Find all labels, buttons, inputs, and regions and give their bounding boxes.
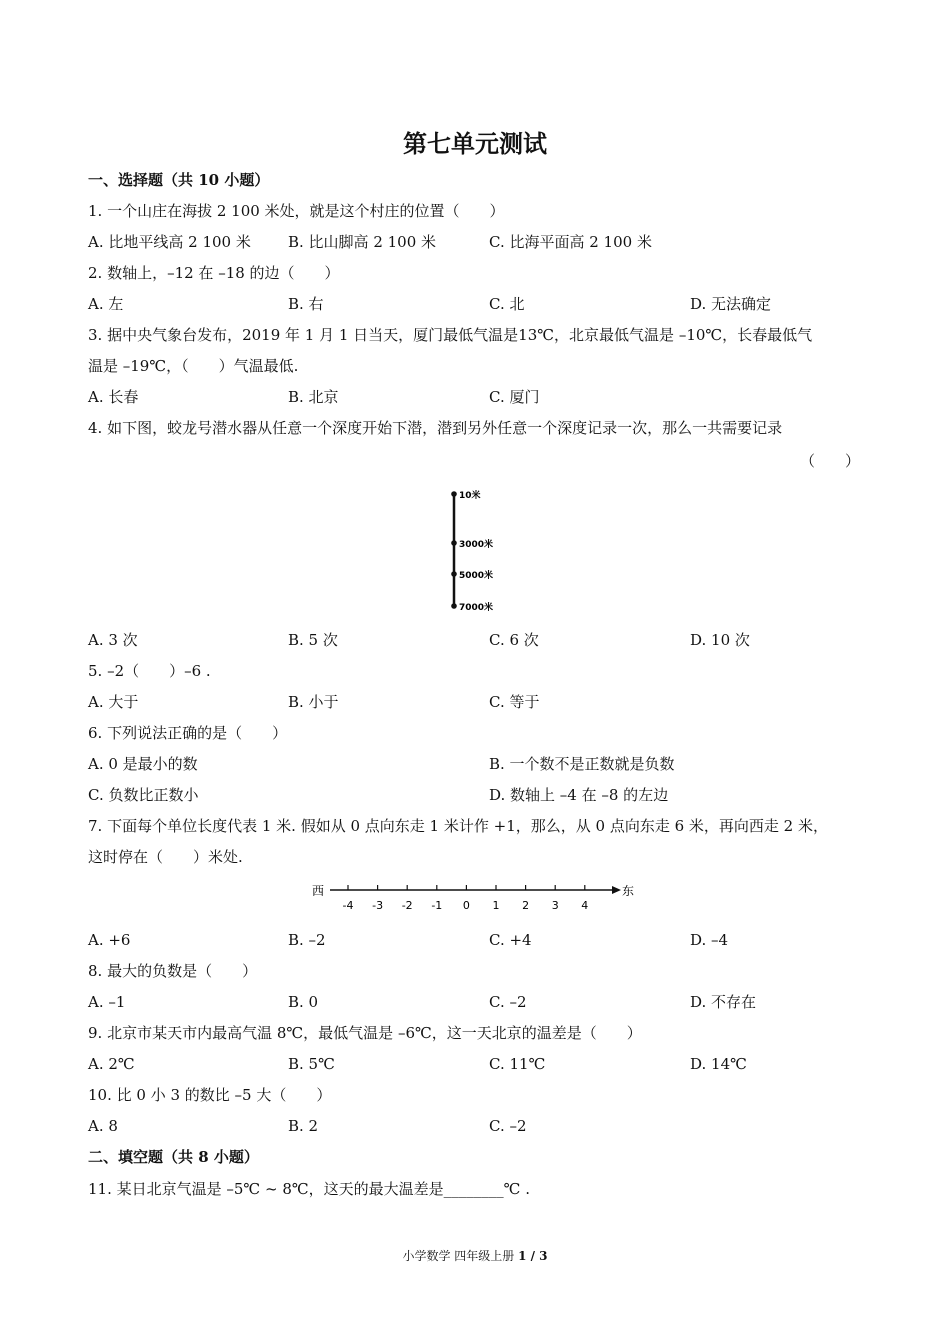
depth-marker-7000	[451, 603, 457, 609]
question-1: 1. 一个山庄在海拔 2 100 米处，就是这个村庄的位置（ ）	[88, 202, 505, 220]
depth-marker-10	[451, 491, 457, 497]
depth-diagram	[440, 485, 520, 615]
question-2: 2. 数轴上，–12 在 –18 的边（ ）	[88, 264, 340, 282]
q8-option-c: C. –2	[489, 993, 527, 1011]
east-label: 东	[622, 884, 635, 898]
question-10: 10. 比 0 小 3 的数比 –5 大（ ）	[88, 1086, 332, 1104]
q7-option-d: D. –4	[690, 931, 729, 949]
depth-marker-3000	[451, 540, 457, 546]
q4-option-d: D. 10 次	[690, 631, 750, 649]
footer-page-number: 1 / 3	[518, 1249, 548, 1263]
page-title: 第七单元测试	[403, 129, 547, 158]
question-7-line2: 这时停在（ ）米处.	[88, 848, 243, 866]
q1-option-a: A. 比地平线高 2 100 米	[88, 233, 251, 251]
q10-option-a: A. 8	[88, 1117, 118, 1135]
q7-option-b: B. –2	[288, 931, 326, 949]
depth-label-7000: 7000米	[459, 603, 494, 613]
q9-option-a: A. 2℃	[88, 1055, 135, 1073]
depth-label-10: 10米	[459, 491, 481, 501]
west-label: 西	[312, 884, 325, 898]
q2-option-b: B. 右	[288, 295, 324, 313]
q6-option-a: A. 0 是最小的数	[88, 755, 198, 773]
q8-option-d: D. 不存在	[690, 993, 757, 1011]
section-heading-choice: 一、选择题（共 10 小题）	[88, 171, 270, 189]
tick-label: 0	[462, 899, 470, 912]
q7-option-a: A. +6	[88, 931, 131, 949]
q2-option-a: A. 左	[88, 295, 124, 313]
q1-option-b: B. 比山脚高 2 100 米	[288, 233, 437, 251]
q3-option-a: A. 长春	[88, 388, 139, 406]
tick-label: -4	[342, 899, 354, 912]
section-heading-fill-blank: 二、填空题（共 8 小题）	[88, 1148, 259, 1166]
depth-label-3000: 3000米	[459, 540, 494, 550]
question-6: 6. 下列说法正确的是（ ）	[88, 724, 288, 742]
q9-option-b: B. 5℃	[288, 1055, 335, 1073]
tick-label: 1	[492, 899, 500, 912]
question-8: 8. 最大的负数是（ ）	[88, 962, 258, 980]
page-footer	[0, 1247, 950, 1264]
q10-option-c: C. –2	[489, 1117, 527, 1135]
depth-marker-5000	[451, 571, 457, 577]
q8-option-b: B. 0	[288, 993, 319, 1011]
tick-label: 2	[522, 899, 530, 912]
q5-option-b: B. 小于	[288, 693, 339, 711]
footer-subject: 小学数学 四年级上册	[402, 1249, 519, 1263]
q1-option-c: C. 比海平面高 2 100 米	[489, 233, 652, 251]
q4-option-b: B. 5 次	[288, 631, 338, 649]
q10-option-b: B. 2	[288, 1117, 319, 1135]
question-11: 11. 某日北京气温是 –5℃ ~ 8℃，这天的最大温差是________℃ .	[88, 1180, 530, 1198]
q4-option-c: C. 6 次	[489, 631, 539, 649]
q8-option-a: A. –1	[88, 993, 126, 1011]
tick-label: 4	[581, 899, 589, 912]
q5-option-a: A. 大于	[88, 693, 139, 711]
tick-label: -3	[372, 899, 384, 912]
question-7-line1: 7. 下面每个单位长度代表 1 米. 假如从 0 点向东走 1 米计作 +1，那么，从 0 点向东走 6 米，再向西走 2 米，	[88, 817, 828, 835]
q4-option-a: A. 3 次	[88, 631, 138, 649]
q6-option-b: B. 一个数不是正数就是负数	[489, 755, 675, 773]
question-4-line1: 4. 如下图，蛟龙号潜水器从任意一个深度开始下潜，潜到另外任意一个深度记录一次，那么一共需要记录	[88, 419, 783, 437]
arrow-head	[612, 886, 621, 894]
q3-option-b: B. 北京	[288, 388, 339, 406]
tick-label: -2	[401, 899, 413, 912]
question-3-line1: 3. 据中央气象台发布，2019 年 1 月 1 日当天，厦门最低气温是13℃，北京最低气温是 –10℃，长春最低气	[88, 326, 813, 344]
depth-label-5000: 5000米	[459, 571, 494, 581]
q7-option-c: C. +4	[489, 931, 532, 949]
tick-label: 3	[551, 899, 559, 912]
q2-option-d: D. 无法确定	[690, 295, 772, 313]
q6-option-c: C. 负数比正数小	[88, 786, 199, 804]
q6-option-d: D. 数轴上 –4 在 –8 的左边	[489, 786, 669, 804]
q5-option-c: C. 等于	[489, 693, 540, 711]
question-9: 9. 北京市某天市内最高气温 8℃，最低气温是 –6℃，这一天北京的温差是（ ）	[88, 1024, 642, 1042]
question-5: 5. –2（ ）–6 .	[88, 662, 211, 680]
question-3-line2: 温是 –19℃，（ ）气温最低.	[88, 357, 299, 375]
question-4-answer-paren: （ ）	[800, 452, 861, 470]
q9-option-c: C. 11℃	[489, 1055, 546, 1073]
q3-option-c: C. 厦门	[489, 388, 540, 406]
tick-label: -1	[431, 899, 443, 912]
number-line	[310, 878, 640, 914]
q2-option-c: C. 北	[489, 295, 525, 313]
q9-option-d: D. 14℃	[690, 1055, 747, 1073]
